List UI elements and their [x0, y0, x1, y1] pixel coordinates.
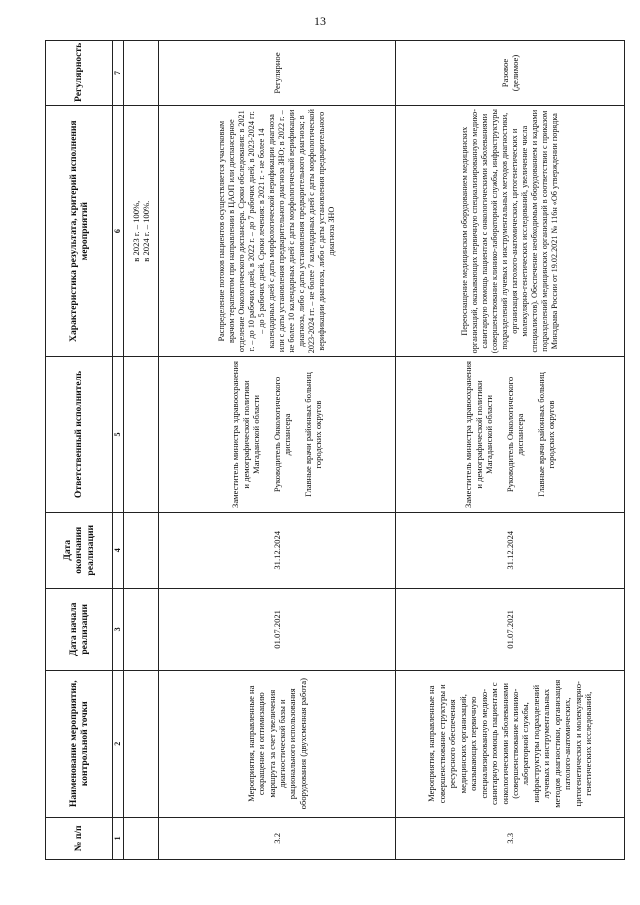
column-number: 7: [113, 41, 124, 106]
table-cell: [124, 41, 159, 106]
column-number: 1: [113, 817, 124, 859]
column-number: 3: [113, 588, 124, 670]
start-date: 01.07.2021: [159, 588, 396, 670]
measures-table: [45, 40, 625, 860]
start-date: 01.07.2021: [396, 588, 625, 670]
column-number: 4: [113, 512, 124, 588]
header-result: Характеристика результата, критерий исполнения мероприятий: [46, 106, 113, 357]
end-date: 31.12.2024: [396, 512, 625, 588]
column-number: 5: [113, 357, 124, 512]
table-cell: [124, 512, 159, 588]
header-num: № п/п: [46, 817, 113, 859]
continuation-line: в 2023 г. – 100%,: [130, 200, 141, 262]
responsible-line: Руководитель Онкологического диспансера: [504, 376, 526, 493]
table-cell: [124, 588, 159, 670]
row-number: 3.2: [159, 817, 396, 859]
responsible-cell: [396, 357, 625, 512]
responsible-line: Главные врачи районных больниц городских округов: [302, 372, 324, 497]
responsible-line: Руководитель Онкологического диспансера: [271, 376, 293, 493]
end-date: 31.12.2024: [159, 512, 396, 588]
table-cell: [124, 817, 159, 859]
header-regularity: Регулярность: [46, 41, 113, 106]
result-description: Распределение потоков пациентов осуществляется участковым врачом терапевтом при направлении в ЦАОП или диспансерное отделение Онкологического диспансера. Сроки обследования: в 2021 г. – до 10 рабочих дней, в 2022 г. – до 7 рабочих дней, в 2023-2024 гг. – до 5 рабочих дней. Сроки лечения: в 2021 г. - не более 14 календарных дней с даты морфологической верификации диагноза или с даты установления предварительного диагноза ЗНО; в 2022 г. – не более 10 календарных дней с даты морфологической верификации диагноза, либо с даты установления предварительного диагноза; в 2023-2024 гг. – не более 7 календарных дней с даты морфологической верификации диагноза, либо с даты установления предварительного диагноза ЗНО: [159, 106, 396, 357]
header-name: Наименование мероприятия, контрольной точки: [46, 670, 113, 817]
result-description: Переоснащение медицинским оборудованием медицинских организаций, оказывающих первичную специализированную медико-санитарную помощь пациентам с онкологическими заболеваниями (совершенствование клинико-лабораторной службы, инфраструктуры подразделений лучевых и инструментальных методов диагностики, организация патолого-анатомических, цитогенетических и молекулярно-генетических исследований, увеличение числа специалистов). Обеспечение необходимым оборудованием и кадрами подразделений медицинских организаций в соответствии с приказом Минздрава России от 19.02.2021 № 116н «Об утверждении порядка: [396, 106, 625, 357]
row-number: 3.3: [396, 817, 625, 859]
header-start: Дата начала реализации: [46, 588, 113, 670]
column-number: 6: [113, 106, 124, 357]
continuation-line: в 2024 г. – 100%.: [141, 200, 151, 262]
table-row: [396, 41, 625, 860]
responsible-line: Заместитель министра здравоохранения и демографической политики Магаданской области: [463, 361, 495, 508]
measure-name: Мероприятия, направленные на совершенствование структуры и ресурсного обеспечения медицинских организаций, оказывающих первичную специализированную медико-санитарную помощь пациентам с онкологическими заболеваниями (совершенствование клинико-лабораторной службы, инфраструктуры подразделений лучевых и инструментальных методов диагностики, организация патолого-анатомических, цитогенетических и молекулярно-генетических исследований,: [396, 670, 625, 817]
regularity: Регулярное: [159, 41, 396, 106]
page-number: 13: [314, 14, 326, 28]
responsible-line: Заместитель министра здравоохранения и демографической политики Магаданской области: [230, 361, 262, 508]
table-header-row: [46, 41, 113, 860]
rotated-table-sheet: [45, 40, 610, 860]
responsible-cell: [159, 357, 396, 512]
regularity: Разовое (делимое): [396, 41, 625, 106]
continuation-row: [124, 41, 159, 860]
table-cell: [124, 670, 159, 817]
header-end: Дата окончания реализации: [46, 512, 113, 588]
measure-name: Мероприятия, направленные на сокращение и оптимизацию маршрута за счет увеличения диагностической базы и рационального использования оборудования (двухсменная работа): [159, 670, 396, 817]
responsible-line: Главные врачи районных больниц городских округов: [535, 372, 557, 497]
table-row: [159, 41, 396, 860]
header-responsible: Ответственный исполнитель: [46, 357, 113, 512]
column-number-row: [113, 41, 124, 860]
continuation-result-cell: [124, 106, 159, 357]
column-number: 2: [113, 670, 124, 817]
table-cell: [124, 357, 159, 512]
